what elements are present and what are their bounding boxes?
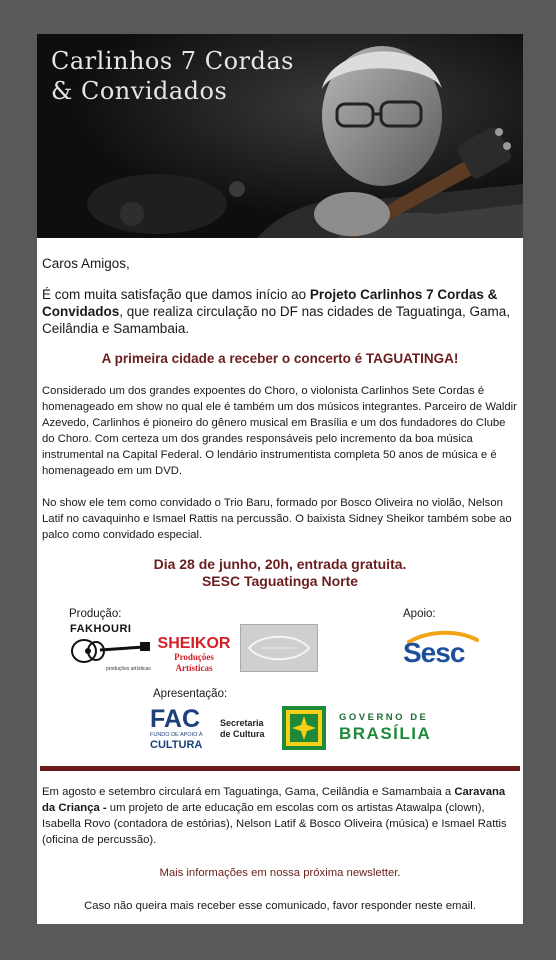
banner-title (51, 46, 294, 106)
fakhouri-name: FAKHOURI (70, 623, 132, 635)
newsletter-card (37, 34, 523, 924)
event-venue: SESC Taguatinga Norte (201, 573, 359, 589)
brasilia-flag-icon (282, 706, 326, 750)
secretaria-logo (220, 718, 265, 740)
event-date: Dia 28 de junho, 20h, entrada gratuita. (153, 556, 407, 572)
sesc-name: Sesc (403, 637, 465, 668)
caravana-before: Em agosto e setembro circulará em Taguatinga, Gama, Ceilândia e Samambaia a (42, 786, 455, 798)
governo-line2: BRASÍLIA (339, 724, 432, 743)
headline: A primeira cidade a receber o concerto é TAGUATINGA! (101, 351, 459, 366)
intro-paragraph (42, 286, 518, 337)
greeting: Caros Amigos, (42, 256, 130, 271)
event-info (42, 556, 518, 590)
guests-paragraph: No show ele tem como convidado o Trio Baru, formado por Bosco Oliveira no violão, Nelson Latif no cavaquinho e Ismael Rattis na percussão. O baixista Sidney Sheikor também sobe ao palco como convidado especial. (42, 497, 512, 541)
sesc-logo (399, 630, 485, 670)
caravana-paragraph (42, 784, 518, 848)
banner-title-line1: Carlinhos 7 Cordas (51, 47, 294, 75)
caravana-after: um projeto de arte educação em escolas com os artistas Atawalpa (clown), Isabella Rovo (contadora de estórias), Nelson Latif & Bosco Oliveira (música) e Ismael Rattis (oficina de percussão). (42, 802, 507, 846)
intro-before: É com muita satisfação que damos início ao (42, 287, 310, 302)
apresentacao-label: Apresentação: (153, 688, 228, 700)
unsubscribe-note: Caso não queira mais receber esse comunicado, favor responder neste email. (84, 900, 476, 912)
secretaria-line1: Secretaria (220, 718, 264, 728)
sheikor-logo (157, 635, 231, 674)
fakhouri-subtitle: produções artísticas (106, 666, 151, 672)
guitar-icon (70, 635, 152, 665)
fakhouri-logo (70, 623, 154, 675)
fac-name: FAC (150, 705, 200, 733)
section-divider (40, 766, 520, 771)
caravana-bold: Caravana da Criança - (42, 786, 506, 814)
producao-label: Produção: (69, 608, 122, 620)
banner (37, 34, 523, 238)
partner-logo-gray (240, 624, 318, 672)
governo-logo (282, 706, 442, 752)
description-paragraph: Considerado um dos grandes expoentes do Choro, o violonista Carlinhos Sete Cordas é homenageado em show no qual ele é também um dos músicos integrantes. Parceiro de Waldir Azevedo, Carlinhos é pioneiro do gênero musical em Brasília e um dos fundadores do Clube do Choro. Com certeza um dos grandes responsáveis pelo incremento da boa música instrumental na Capital Federal. O lendário instrumentista completa 50 anos de música e é homenageado em um DVD. (42, 385, 517, 477)
fac-subtitle-2: CULTURA (150, 739, 203, 751)
intro-after: , que realiza circulação no DF nas cidades de Taguatinga, Gama, Ceilândia e Samambaia. (42, 304, 510, 336)
fac-subtitle-1: FUNDO DE APOIO À (150, 732, 203, 738)
sheikor-name: SHEIKOR (157, 635, 231, 652)
ornament-icon (241, 625, 317, 671)
banner-title-line2: & Convidados (51, 77, 228, 105)
secretaria-line2: de Cultura (220, 729, 265, 739)
sheikor-subtitle: Produções Artísticas (174, 652, 214, 673)
fac-logo (150, 706, 210, 752)
intro-project: Projeto Carlinhos 7 Cordas & Convidados (42, 287, 498, 319)
apoio-label: Apoio: (403, 608, 436, 620)
more-info: Mais informações em nossa próxima newsletter. (159, 867, 401, 879)
governo-line1: GOVERNO DE (339, 712, 429, 723)
